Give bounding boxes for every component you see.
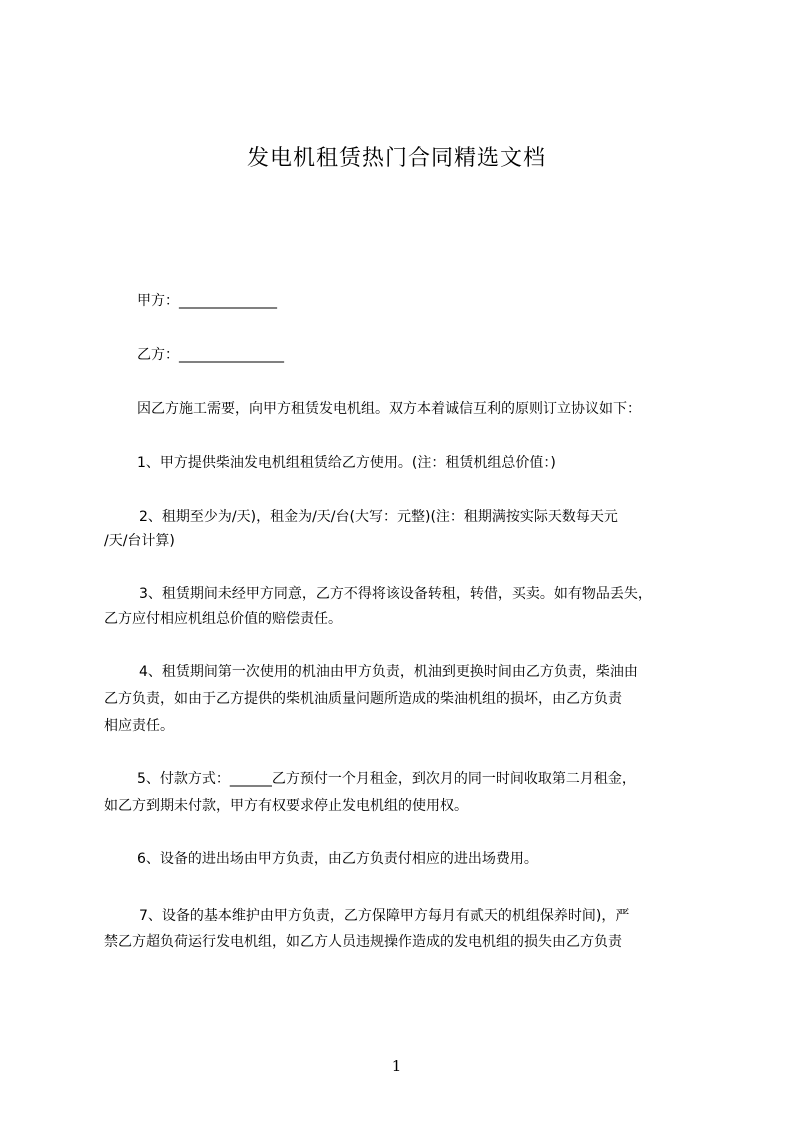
clause-1-line-1: 1、甲方提供柴油发电机组租赁给乙方使用。(注：租赁机组总价值：) <box>137 455 556 471</box>
clause-5-line-1: 5、付款方式：______乙方预付一个月租金，到次月的同一时间收取第二月租金， <box>137 771 636 787</box>
clause-3-line-2: 乙方应付相应机组总价值的赔偿责任。 <box>104 611 342 627</box>
page-number: 1 <box>391 1057 402 1075</box>
clause-4-line-1: 4、租赁期间第一次使用的机油由甲方负责，机油到更换时间由乙方负责，柴油由 <box>139 664 638 680</box>
clause-3-line-1: 3、租赁期间未经甲方同意，乙方不得将该设备转租，转借，买卖。如有物品丢失， <box>139 586 652 602</box>
clause-2-line-2: /天/台计算) <box>104 533 175 549</box>
clause-4-line-2: 乙方负责，如由于乙方提供的柴机油质量问题所造成的柴油机组的损坏，由乙方负责 <box>104 691 622 707</box>
clause-5-line-2: 如乙方到期未付款，甲方有权要求停止发电机组的使用权。 <box>104 798 468 814</box>
party-b-line: 乙方：_______________ <box>137 347 284 363</box>
clause-7-line-1: 7、设备的基本维护由甲方负责，乙方保障甲方每月有贰天的机组保养时间)，严 <box>139 908 630 924</box>
clause-7-line-2: 禁乙方超负荷运行发电机组，如乙方人员违规操作造成的发电机组的损失由乙方负责 <box>104 934 622 950</box>
clause-2-line-1: 2、租期至少为/天)，租金为/天/台(大写：元整)(注：租期满按实际天数每天元 <box>139 509 618 525</box>
document-title: 发电机租赁热门合同精选文档 <box>246 146 546 171</box>
clause-4-line-3: 相应责任。 <box>104 718 174 734</box>
clause-6-line-1: 6、设备的进出场由甲方负责，由乙方负责付相应的进出场费用。 <box>137 851 538 867</box>
intro-paragraph: 因乙方施工需要，向甲方租赁发电机组。双方本着诚信互利的原则订立协议如下： <box>137 401 641 417</box>
party-a-line: 甲方：______________ <box>137 293 277 309</box>
